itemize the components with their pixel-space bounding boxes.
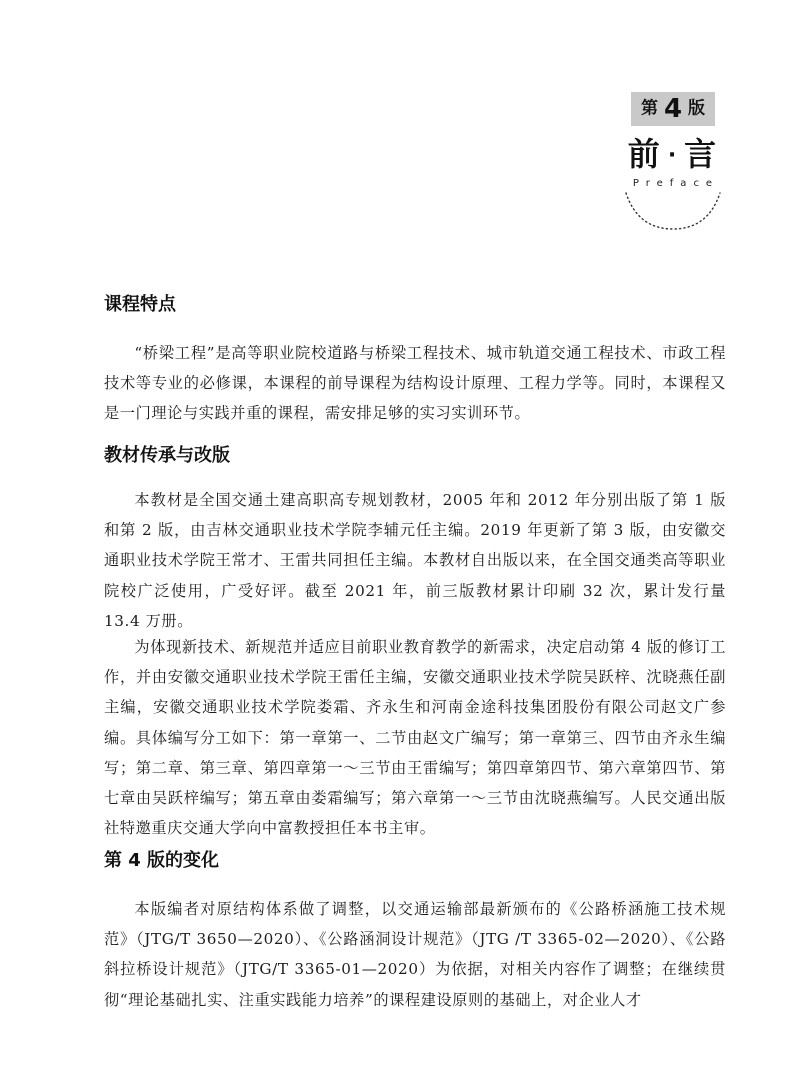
section-heading-inheritance-revision: 教材传承与改版 <box>104 445 230 466</box>
paragraph-revision-team: 为体现新技术、新规范并适应目前职业教育教学的新需求，决定启动第 4 版的修订工作，并由安徽交通职业技术学院王雷任主编，安徽交通职业技术学院吴跃梓、沈晓燕任副主编，安徽交通职业技术学院娄霜、齐永生和河南金途科技集团股份有限公司赵文广参编。具体编写分工如下：第一章第一、二节由赵文广编写；第一章第三、四节由齐永生编写；第二章、第三章、第四章第一～三节由王雷编写；第四章第四节、第六章第四节、第七章由吴跃梓编写；第五章由娄霜编写；第六章第一～三节由沈晓燕编写。人民交通出版社特邀重庆交通大学向中富教授担任本书主审。 <box>104 638 726 838</box>
edition-badge <box>631 92 715 126</box>
edition-prefix: 第 <box>640 98 658 119</box>
section-heading-course-features: 课程特点 <box>104 294 176 315</box>
paragraph-course-features: “桥梁工程”是高等职业院校道路与桥梁工程技术、城市轨道交通工程技术、市政工程技术等专业的必修课，本课程的前导课程为结构设计原理、工程力学等。同时，本课程又是一门理论与实践并重的课程，需安排足够的实习实训环节。 <box>104 344 726 423</box>
paragraph-edition-changes: 本版编者对原结构体系做了调整，以交通运输部最新颁布的《公路桥涵施工技术规范》（JTG/T 3650—2020）、《公路涵洞设计规范》（JTG /T 3365-02—2020）、《公路斜拉桥设计规范》（JTG/T 3365-01—2020）为依据，对相关内容作了调整；在继续贯彻“理论基础扎实、注重实践能力培养”的课程建设原则的基础上，对企业人才 <box>104 900 726 1009</box>
preface-header <box>618 92 728 235</box>
preface-title-left: 前 <box>627 135 662 173</box>
preface-title-right: 言 <box>684 135 719 173</box>
paragraph-textbook-history: 本教材是全国交通土建高职高专规划教材，2005 年和 2012 年分别出版了第 1 版和第 2 版，由吉林交通职业技术学院李辅元任主编。2019 年更新了第 3 版，由安徽交通职业技术学院王常才、王雷共同担任主编。本教材自出版以来，在全国交通类高等职业院校广泛使用，广受好评。截至 2021 年，前三版教材累计印刷 32 次，累计发行量 13.4 万册。 <box>104 491 726 630</box>
edition-suffix: 版 <box>688 98 706 119</box>
edition-number: 4 <box>663 93 683 124</box>
preface-title <box>618 134 728 176</box>
section-heading-edition-changes: 第 4 版的变化 <box>104 850 220 871</box>
preface-english-label: Preface <box>632 178 720 189</box>
preface-title-dot: · <box>667 143 679 168</box>
dotted-arc-ornament <box>618 189 728 235</box>
